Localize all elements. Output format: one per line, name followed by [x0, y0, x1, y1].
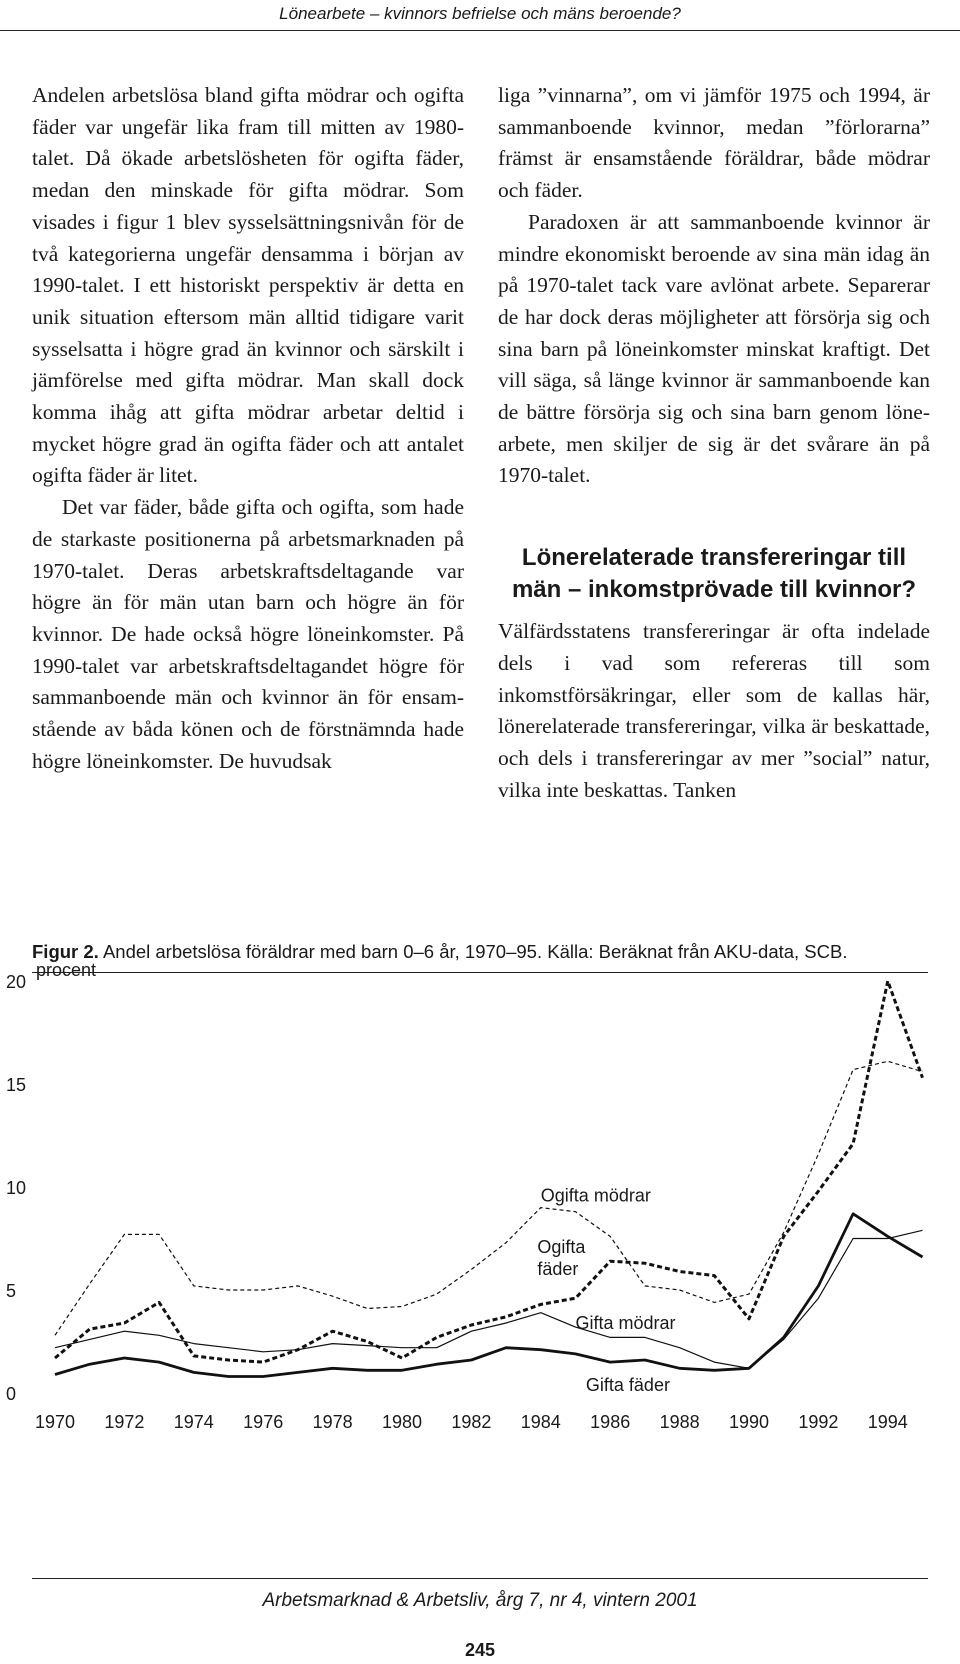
body-paragraph: Paradoxen är att sammanboende kvinnor är mindre ekonomiskt beroende av sina män idag än på 1970-talet tack vare avlönat arbete. Separerar de har dock deras möjligheter att försörja sig och sina barn på löneinkomster minskat kraftigt. Det vill säga, så länge kvinnor är sammanboende kan de bättre försörja sig och sina barn genom lönearbete, men skiljer de sig är det svårare än på 1970-talet. — [498, 209, 930, 488]
x-tick-label: 1990 — [728, 1412, 770, 1432]
series-label: Gifta fäder — [585, 1374, 670, 1395]
right-text-column — [498, 80, 930, 806]
x-tick-label: 1976 — [243, 1412, 284, 1432]
x-tick-label: 1992 — [798, 1412, 839, 1432]
x-tick-label: 1984 — [520, 1412, 561, 1432]
figure-label: Figur 2. — [32, 941, 99, 962]
footer-rule — [32, 1578, 928, 1579]
series-line-1 — [55, 1061, 923, 1335]
section-heading: Lönerelaterade transfereringar till män – inkomstprövade till kvinnor? — [511, 544, 917, 604]
x-tick-label: 1970 — [34, 1412, 76, 1432]
figure-caption-text: Andel arbetslösa föräldrar med barn 0–6 år, 1970–95. Källa: Beräknat från AKU-data, SCB. — [102, 941, 848, 962]
x-tick-label: 1986 — [590, 1412, 631, 1432]
series-line-4 — [55, 1214, 923, 1377]
x-tick-label: 1980 — [381, 1412, 423, 1432]
body-paragraph: Andelen arbetslösa bland gifta mödrar och ogifta fäder var ungefär lika fram till mitten av 1980-talet. Då ökade arbetslösheten för ogifta fäder, medan den minskade för gifta mödrar. Som visades i figur 1 blev sysselsättningsnivån för de två kategorierna ungefär densamma i början av 1990-talet. I ett historiskt perspektiv är detta en unik situation eftersom män alltid tidigare varit sysselsatta i högre grad än kvinnor och särskilt i jämförelse med gifta mödrar. Man skall dock komma ihåg att gifta mödrar arbetar deltid i mycket högre grad än ogifta fäder och att antalet ogifta fäder är litet. — [32, 83, 464, 488]
body-paragraph: Det var fäder, både gifta och ogifta, som hade de starkaste positionerna på arbetsmarknaden på 1970-talet. Deras arbetskraftsdeltagande var högre än för män utan barn och högre än för kvinnor. De hade också högre löneinkomster. På 1990-talet var arbetskraftsdeltagandet högre för sammanboende män och kvinnor än för ensamstående av båda könen och de förstnämnda hade högre löneinkomster. De huvudsak — [32, 495, 464, 773]
y-tick-label: 20 — [6, 972, 27, 992]
y-axis-label: procent — [36, 960, 97, 980]
x-tick-label: 1978 — [312, 1412, 353, 1432]
x-tick-label: 1974 — [173, 1412, 214, 1432]
series-line-3 — [55, 1230, 923, 1368]
running-head: Lönearbete – kvinnors befrielse och mäns beroende? — [0, 0, 960, 31]
x-tick-label: 1994 — [867, 1412, 908, 1432]
figure-caption — [32, 940, 928, 973]
footer-journal: Arbetsmarknad & Arbetsliv, årg 7, nr 4, vintern 2001 — [262, 1590, 698, 1611]
y-tick-label: 0 — [6, 1384, 17, 1404]
x-tick-label: 1988 — [659, 1412, 700, 1432]
body-paragraph: liga ”vinnarna”, om vi jämför 1975 och 1994, är sammanboende kvinnor, medan ”förlorarna” främst är ensamstående föräldrar, både mödrar och fäder. — [498, 83, 930, 203]
series-label: Gifta mödrar — [575, 1313, 676, 1334]
series-line-2 — [55, 981, 923, 1362]
y-tick-label: 5 — [6, 1281, 17, 1301]
y-tick-label: 15 — [6, 1075, 27, 1095]
x-tick-label: 1982 — [451, 1412, 492, 1432]
page-number: 245 — [464, 1640, 496, 1660]
y-tick-label: 10 — [6, 1178, 27, 1198]
series-label: Ogifta mödrar — [540, 1185, 651, 1206]
unemployment-line-chart — [0, 960, 960, 1560]
series-label: Ogifta fäder — [537, 1236, 586, 1279]
x-tick-label: 1972 — [104, 1412, 145, 1432]
left-text-column — [32, 80, 464, 777]
body-paragraph: Välfärdsstatens transfereringar är ofta indelade dels i vad som refereras till som inkomstförsäkringar, eller som de kallas här, lönerelaterade transfereringar, vilka är beskattade, och dels i transfereringar av mer ”social” natur, vilka inte beskattas. Tanken — [498, 619, 930, 802]
